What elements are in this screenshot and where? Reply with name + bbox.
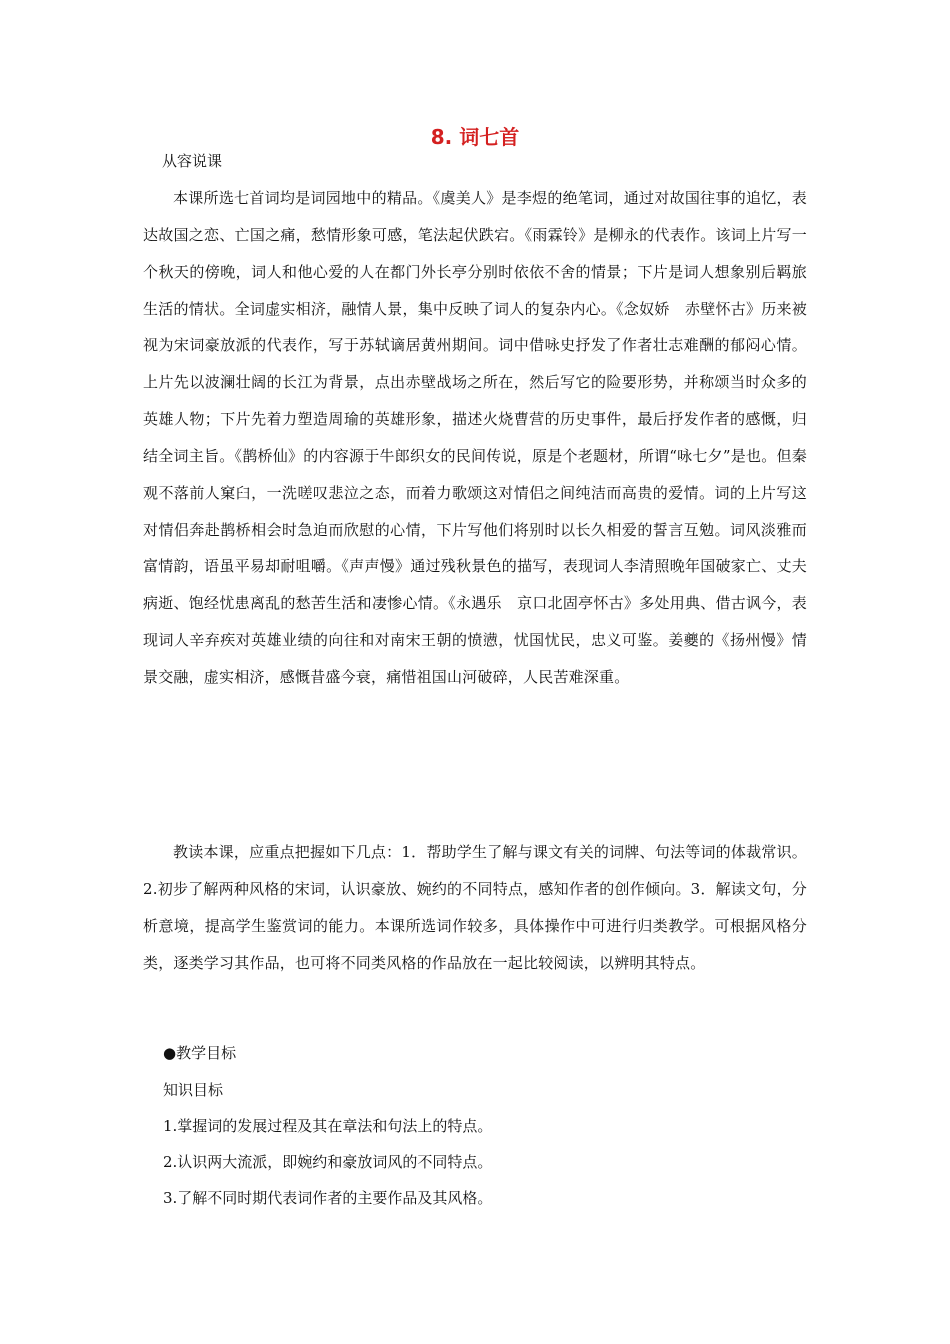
section-label: 从容说课 xyxy=(162,152,223,170)
knowledge-heading: 知识目标 xyxy=(163,1081,224,1099)
knowledge-item: 3.了解不同时期代表词作者的主要作品及其风格。 xyxy=(163,1189,493,1207)
goals-heading: ●教学目标 xyxy=(163,1044,237,1062)
document-title: 8. 词七首 xyxy=(430,125,520,149)
knowledge-item: 1.掌握词的发展过程及其在章法和句法上的特点。 xyxy=(163,1117,493,1135)
paragraph-teaching-points: 教读本课，应重点把握如下几点：1．帮助学生了解与课文有关的词牌、句法等词的体裁常识。2.初步了解两种风格的宋词，认识豪放、婉约的不同特点，感知作者的创作倾向。3．解读文句，分析意境，提高学生鉴赏词的能力。本课所选词作较多，具体操作中可进行归类教学。可根据风格分类，逐类学习其作品，也可将不同类风格的作品放在一起比较阅读，以辨明其特点。 xyxy=(143,843,807,972)
knowledge-item: 2.认识两大流派，即婉约和豪放词风的不同特点。 xyxy=(163,1153,493,1171)
paragraph-lesson-intro: 本课所选七首词均是词园地中的精品。《虞美人》是李煜的绝笔词，通过对故国往事的追忆，表达故国之恋、亡国之痛，愁情形象可感，笔法起伏跌宕。《雨霖铃》是柳永的代表作。该词上片写一个秋天的傍晚，词人和他心爱的人在都门外长亭分别时依依不舍的情景；下片是词人想象别后羁旅生活的情状。全词虚实相济，融情人景，集中反映了词人的复杂内心。《念奴娇 赤壁怀古》历来被视为宋词豪放派的代表作，写于苏轼谪居黄州期间。词中借咏史抒发了作者壮志难酬的郁闷心情。上片先以波澜壮阔的长江为背景，点出赤壁战场之所在，然后写它的险要形势，并称颂当时众多的英雄人物；下片先着力塑造周瑜的英雄形象，描述火烧曹营的历史事件，最后抒发作者的感慨，归结全词主旨。《鹊桥仙》的内容源于牛郎织女的民间传说，原是个老题材，所谓“咏七夕”是也。但秦观不落前人窠臼，一洗嗟叹悲泣之态，而着力歌颂这对情侣之间纯洁而高贵的爱情。词的上片写这对情侣奔赴鹊桥相会时急迫而欣慰的心情，下片写他们将别时以长久相爱的誓言互勉。词风淡雅而富情韵，语虽平易却耐咀嚼。《声声慢》通过残秋景色的描写，表现词人李清照晚年国破家亡、丈夫病逝、饱经忧患离乱的愁苦生活和凄惨心情。《永遇乐 京口北固亭怀古》多处用典、借古讽今，表现词人辛弃疾对英雄业绩的向往和对南宋王朝的愤懑，忧国忧民，忠义可鉴。姜夔的《扬州慢》情景交融，虚实相济，感慨昔盛今衰，痛惜祖国山河破碎，人民苦难深重。 xyxy=(143,189,807,686)
